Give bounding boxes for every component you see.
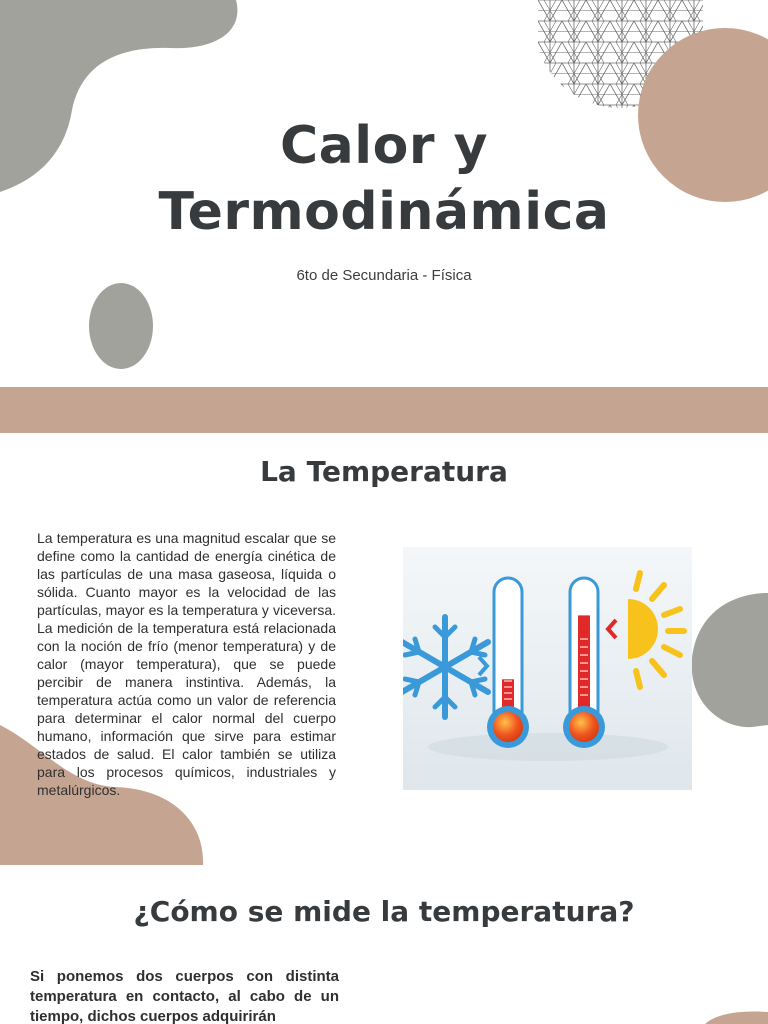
cover-title-line1: Calor y [280, 116, 488, 176]
temperature-body: La temperatura es una magnitud escalar que se define como la cantidad de energía cinética de las partículas de una masa gaseosa, líquida o sólida. Cuanto mayor es la velocidad de las partículas, mayor es la temperatura y viceversa. La medición de la temperatura está relacionada con la noción de frío (menor temperatura) y de calor (mayor temperatura), que se puede percibir de manera instintiva. Además, la temperatura actúa como un valor de referencia para determinar el calor normal del cuerpo humano, información que sirve para estimar estados de salud. El calor también se utiliza para los procesos químicos, industriales y metalúrgicos. [37, 530, 336, 798]
gray-oval [89, 283, 153, 369]
cover-subtitle: 6to de Secundaria - Física [296, 267, 472, 284]
cover-title-line2: Termodinámica [158, 182, 610, 242]
thermometer-cold-icon [487, 578, 529, 748]
measure-body: Si ponemos dos cuerpos con distinta temperatura en contacto, al cabo de un tiempo, dichos cuerpos adquirirán [30, 968, 339, 1024]
thermometers-illustration [403, 547, 692, 790]
measure-slide [0, 865, 768, 1024]
cover-slide [0, 0, 768, 387]
temperature-slide [0, 433, 768, 865]
gray-blob-right [692, 593, 768, 729]
temperature-heading: La Temperatura [260, 455, 508, 488]
section-divider [0, 387, 768, 433]
thermometer-hot-icon [563, 578, 605, 748]
tan-blob-corner [705, 1010, 768, 1024]
floor-shadow [428, 733, 668, 761]
measure-heading: ¿Cómo se mide la temperatura? [133, 895, 635, 928]
